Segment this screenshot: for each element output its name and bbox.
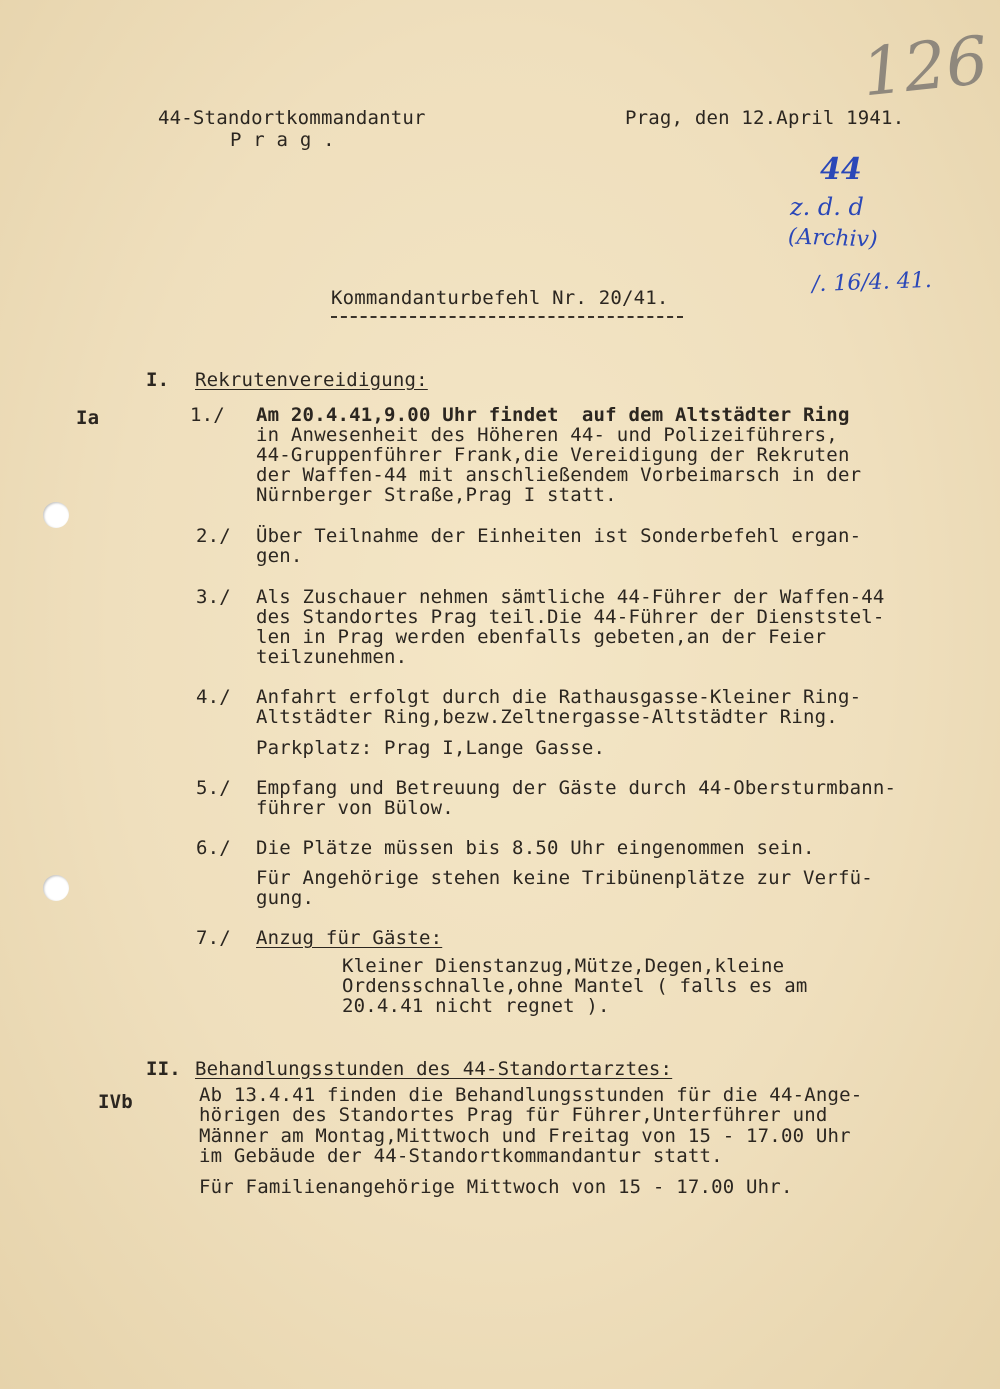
item-number: 2./ bbox=[196, 525, 231, 547]
section-1-margin-code: Ia bbox=[76, 407, 100, 429]
handwritten-note-line2: (Archiv) bbox=[787, 224, 878, 253]
item-number: 5./ bbox=[196, 777, 231, 799]
section-2-text: Für Familienangehörige Mittwoch von 15 - 17.00 Uhr. bbox=[199, 1176, 793, 1198]
item-text: Kleiner Dienstanzug,Mütze,Degen,kleine bbox=[342, 955, 785, 977]
item-number: 6./ bbox=[196, 837, 231, 859]
item-text: Über Teilnahme der Einheiten ist Sonderbefehl ergan- bbox=[256, 525, 862, 547]
office-name: 44-Standortkommandantur bbox=[158, 107, 426, 129]
title-underline bbox=[331, 316, 683, 318]
section-1-heading: Rekrutenvereidigung: bbox=[195, 369, 428, 391]
item-text: Anfahrt erfolgt durch die Rathausgasse-Kleiner Ring- bbox=[256, 686, 862, 708]
item-text: Empfang und Betreuung der Gäste durch 44-Obersturmbann- bbox=[256, 777, 897, 799]
item-text: 44-Gruppenführer Frank,die Vereidigung der Rekruten bbox=[256, 444, 850, 466]
punch-hole bbox=[43, 875, 69, 901]
item-number: 7./ bbox=[196, 927, 231, 949]
item-text: führer von Bülow. bbox=[256, 797, 454, 819]
section-2-text: im Gebäude der 44-Standortkommandantur statt. bbox=[199, 1145, 723, 1167]
handwritten-note-line3: /. 16/4. 41. bbox=[811, 267, 933, 298]
punch-hole bbox=[43, 502, 69, 528]
item-number: 3./ bbox=[196, 586, 231, 608]
item-number: 1./ bbox=[190, 404, 225, 426]
section-2-text: Ab 13.4.41 finden die Behandlungsstunden für die 44-Ange- bbox=[199, 1084, 863, 1106]
item-number: 4./ bbox=[196, 686, 231, 708]
item-text: Für Angehörige stehen keine Tribünenplätze zur Verfü- bbox=[256, 867, 873, 889]
item-text: Ordensschnalle,ohne Mantel ( falls es am bbox=[342, 975, 808, 997]
item-text: gung. bbox=[256, 887, 315, 909]
item-text: der Waffen-44 mit anschließendem Vorbeimarsch in der bbox=[256, 464, 862, 486]
item-text: Nürnberger Straße,Prag I statt. bbox=[256, 484, 617, 506]
order-title: Kommandanturbefehl Nr. 20/41. bbox=[331, 287, 669, 309]
handwritten-note-line1: z. d. d bbox=[790, 193, 864, 221]
folio-number: 126 bbox=[858, 21, 992, 112]
handwritten-mark: 44 bbox=[820, 152, 862, 187]
section-2-text: Männer am Montag,Mittwoch und Freitag von 15 - 17.00 Uhr bbox=[199, 1125, 851, 1147]
office-city: P r a g . bbox=[230, 129, 335, 151]
item-text: in Anwesenheit des Höheren 44- und Polizeiführers, bbox=[256, 424, 838, 446]
section-2-text: hörigen des Standortes Prag für Führer,Unterführer und bbox=[199, 1104, 828, 1126]
document-date: Prag, den 12.April 1941. bbox=[625, 107, 905, 129]
item-text: Altstädter Ring,bezw.Zeltnergasse-Altstädter Ring. bbox=[256, 706, 838, 728]
item-text: Die Plätze müssen bis 8.50 Uhr eingenommen sein. bbox=[256, 837, 815, 859]
section-2-margin-code: IVb bbox=[98, 1091, 133, 1113]
item-text: Parkplatz: Prag I,Lange Gasse. bbox=[256, 737, 606, 759]
item-text: Als Zuschauer nehmen sämtliche 44-Führer der Waffen-44 bbox=[256, 586, 885, 608]
section-2-number: II. bbox=[146, 1058, 181, 1080]
item-text: Am 20.4.41,9.00 Uhr findet auf dem Altstädter Ring bbox=[256, 404, 850, 426]
section-2-heading: Behandlungsstunden des 44-Standortarztes: bbox=[195, 1058, 673, 1080]
item-text: teilzunehmen. bbox=[256, 646, 408, 668]
item-heading: Anzug für Gäste: bbox=[256, 927, 443, 949]
item-text: 20.4.41 nicht regnet ). bbox=[342, 995, 610, 1017]
item-text: des Standortes Prag teil.Die 44-Führer der Dienststel- bbox=[256, 606, 885, 628]
item-text: gen. bbox=[256, 545, 303, 567]
item-text: len in Prag werden ebenfalls gebeten,an der Feier bbox=[256, 626, 827, 648]
section-1-number: I. bbox=[146, 369, 170, 391]
